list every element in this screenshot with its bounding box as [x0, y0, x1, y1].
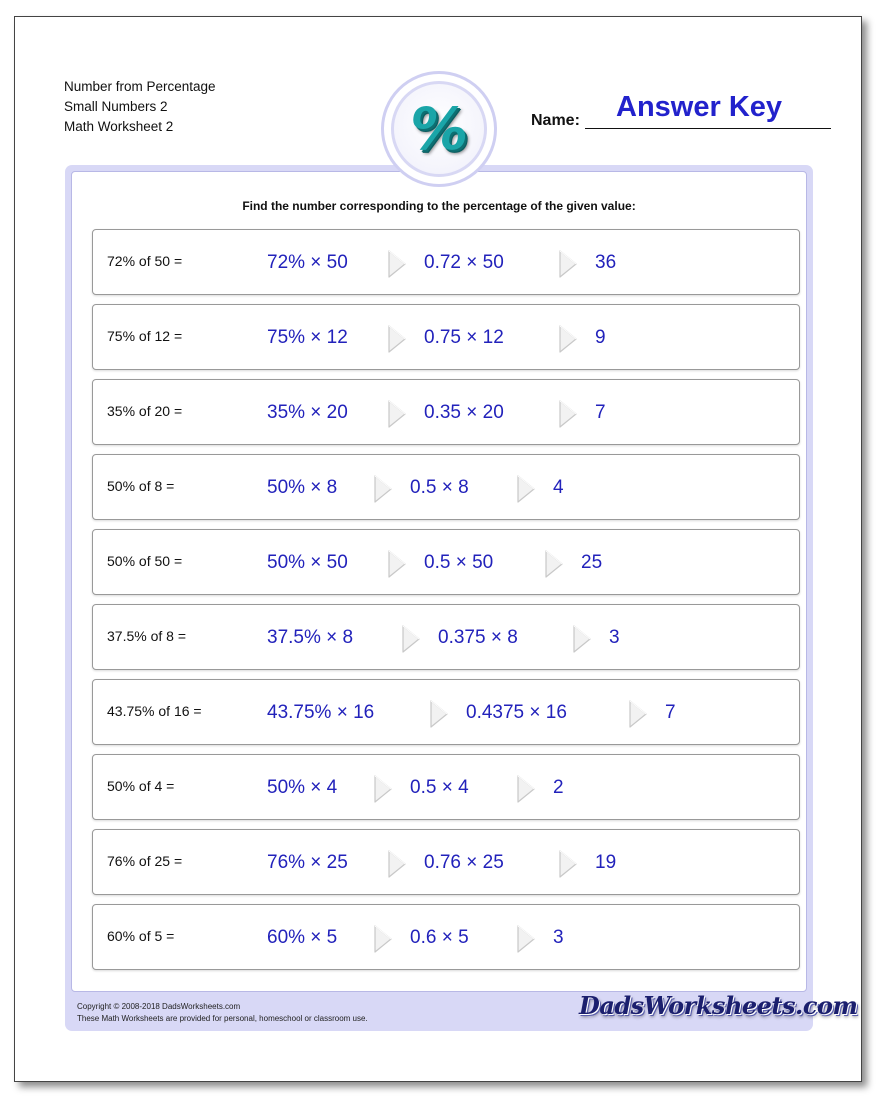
solution-step-percent: 35% × 20: [267, 402, 348, 423]
chevron-right-icon: [572, 624, 592, 654]
problem-question: 43.75% of 16 =: [107, 703, 202, 719]
usage-note: These Math Worksheets are provided for personal, homeschool or classroom use.: [77, 1014, 368, 1023]
problems-frame: [65, 165, 858, 1031]
copyright-text: Copyright © 2008-2018 DadsWorksheets.com: [77, 1002, 241, 1011]
problem-row: [92, 304, 800, 370]
problem-row: [92, 229, 800, 295]
percent-icon: %: [405, 95, 473, 163]
chevron-right-icon: [516, 774, 536, 804]
solution-step-decimal: 0.5 × 50: [424, 552, 494, 573]
problem-row: [92, 754, 800, 820]
worksheet-page: [14, 16, 862, 1082]
solution-step-percent: 76% × 25: [267, 852, 348, 873]
solution-answer: 3: [609, 627, 620, 648]
solution-answer: 9: [595, 327, 606, 348]
chevron-right-icon: [516, 474, 536, 504]
chevron-right-icon: [558, 249, 578, 279]
footer-copyright-block: [77, 1001, 368, 1025]
solution-step-percent: 60% × 5: [267, 927, 338, 948]
problem-question: 50% of 8 =: [107, 478, 175, 494]
solution-step-percent: 50% × 8: [267, 477, 338, 498]
solution-step-decimal: 0.5 × 8: [410, 477, 469, 498]
problem-question: 37.5% of 8 =: [107, 628, 187, 644]
chevron-right-icon: [387, 549, 407, 579]
chevron-right-icon: [373, 774, 393, 804]
solution-step-percent: 43.75% × 16: [267, 702, 375, 723]
chevron-right-icon: [373, 924, 393, 954]
solution-step-decimal: 0.6 × 5: [410, 927, 469, 948]
solution-answer: 7: [595, 402, 606, 423]
problem-row: [92, 679, 800, 745]
problem-row: [92, 379, 800, 445]
solution-step-percent: 50% × 4: [267, 777, 338, 798]
solution-step-decimal: 0.5 × 4: [410, 777, 469, 798]
chevron-right-icon: [401, 624, 421, 654]
problems-area: [71, 171, 807, 992]
solution-step-decimal: 0.375 × 8: [438, 627, 518, 648]
problem-row: [92, 529, 800, 595]
solution-answer: 25: [581, 552, 603, 573]
brand-logo: DadsWorksheets.com: [579, 991, 858, 1020]
solution-step-decimal: 0.4375 × 16: [466, 702, 567, 723]
solution-step-percent: 50% × 50: [267, 552, 348, 573]
worksheet-title-block: [64, 77, 216, 137]
chevron-right-icon: [544, 549, 564, 579]
instructions: Find the number corresponding to the percentage of the given value:: [242, 199, 636, 213]
solution-answer: 3: [553, 927, 564, 948]
worksheet-title: Number from Percentage: [64, 79, 216, 94]
percent-logo: [381, 71, 497, 187]
solution-answer: 19: [595, 852, 617, 873]
problem-row: [92, 904, 800, 970]
solution-answer: 2: [553, 777, 564, 798]
worksheet-subtitle: Small Numbers 2: [64, 99, 168, 114]
solution-step-percent: 37.5% × 8: [267, 627, 354, 648]
problem-question: 76% of 25 =: [107, 853, 183, 869]
solution-step-percent: 75% × 12: [267, 327, 348, 348]
chevron-right-icon: [387, 399, 407, 429]
worksheet-number: Math Worksheet 2: [64, 119, 174, 134]
solution-step-decimal: 0.72 × 50: [424, 252, 504, 273]
chevron-right-icon: [373, 474, 393, 504]
problem-row: [92, 454, 800, 520]
problem-question: 75% of 12 =: [107, 328, 183, 344]
chevron-right-icon: [387, 849, 407, 879]
solution-step-percent: 72% × 50: [267, 252, 348, 273]
solution-answer: 36: [595, 252, 617, 273]
solution-step-decimal: 0.75 × 12: [424, 327, 504, 348]
chevron-right-icon: [558, 399, 578, 429]
chevron-right-icon: [628, 699, 648, 729]
solution-step-decimal: 0.35 × 20: [424, 402, 504, 423]
solution-answer: 4: [553, 477, 564, 498]
solution-answer: 7: [665, 702, 676, 723]
problem-question: 72% of 50 =: [107, 253, 183, 269]
chevron-right-icon: [516, 924, 536, 954]
answer-key-title: Answer Key: [616, 91, 783, 123]
name-line: [585, 128, 831, 129]
chevron-right-icon: [387, 324, 407, 354]
problem-row: [92, 604, 800, 670]
chevron-right-icon: [558, 849, 578, 879]
name-label: Name:: [531, 112, 580, 129]
chevron-right-icon: [558, 324, 578, 354]
solution-step-decimal: 0.76 × 25: [424, 852, 504, 873]
problem-question: 35% of 20 =: [107, 403, 183, 419]
chevron-right-icon: [429, 699, 449, 729]
problem-question: 60% of 5 =: [107, 928, 175, 944]
problem-question: 50% of 50 =: [107, 553, 183, 569]
chevron-right-icon: [387, 249, 407, 279]
problem-question: 50% of 4 =: [107, 778, 175, 794]
problem-row: [92, 829, 800, 895]
